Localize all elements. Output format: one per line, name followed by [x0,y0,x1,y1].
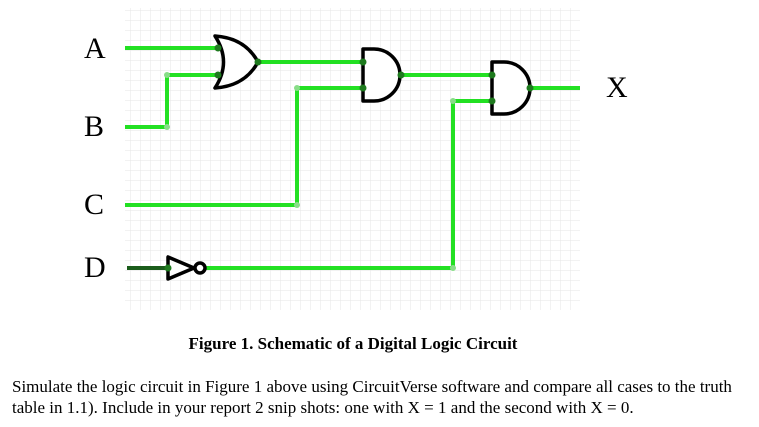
and-gate-1 [363,49,400,101]
wire-joint-c-top [294,85,300,91]
and1-output-pin [398,72,405,79]
or-input-pin-a [215,45,222,52]
and2-input-pin-1 [489,72,496,79]
instructions-paragraph: Simulate the logic circuit in Figure 1 above using CircuitVerse software and compare all cases to the truth table in 1.1). Include in your report 2 snip shots: one with X = 1 and the second with X = 0. [12,377,732,417]
input-label-d: D [84,251,106,284]
and1-input-pin-1 [360,59,367,66]
figure-caption: Figure 1. Schematic of a Digital Logic Circuit [188,334,518,353]
wire-joint-b [164,124,170,130]
wire-joint-c [294,202,300,208]
and1-input-pin-2 [360,85,367,92]
output-label-x: X [606,71,628,104]
and2-output-pin [527,85,534,92]
grid-background [125,8,580,310]
wire-joint-b-top [164,72,170,78]
wire-joint-d [450,265,456,271]
not-input-pin [165,265,172,272]
or-input-pin-b [215,72,222,79]
wire-joint-d-top [450,98,456,104]
and2-input-pin-2 [489,98,496,105]
or-output-pin [255,59,262,66]
not-gate-bubble [195,263,205,273]
input-label-a: A [84,32,106,65]
input-label-c: C [84,188,105,221]
input-label-b: B [84,110,105,143]
and-gate-2 [492,62,530,114]
